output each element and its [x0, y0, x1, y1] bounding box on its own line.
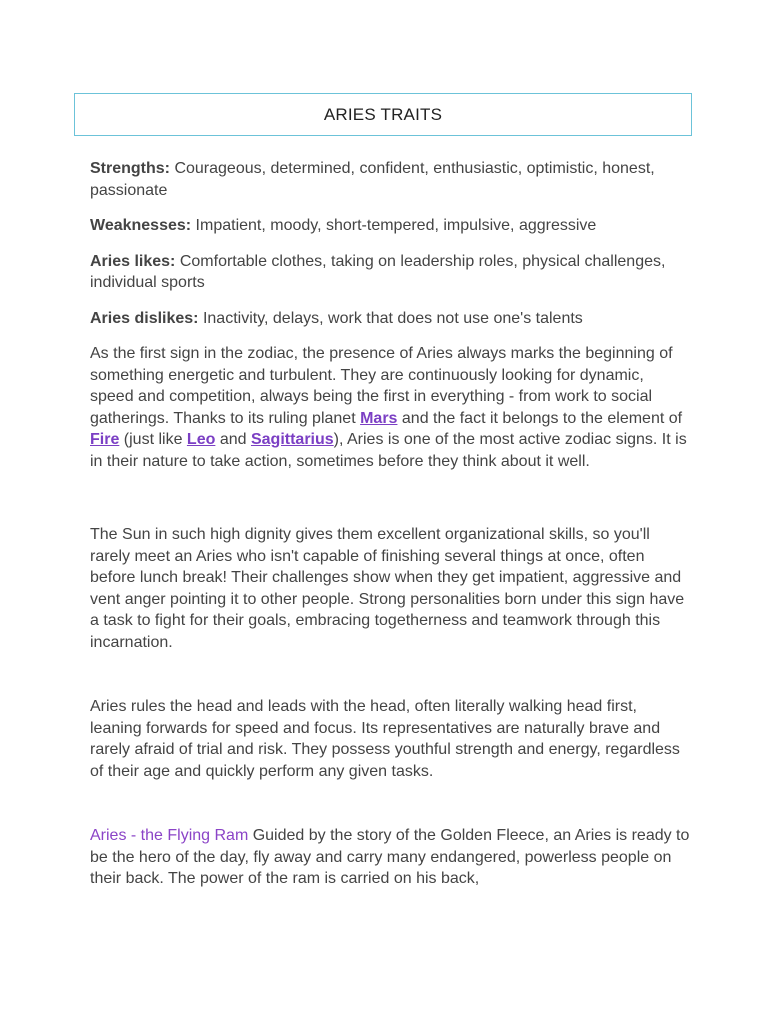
mars-link[interactable]: Mars	[360, 409, 398, 427]
paragraph-head: Aries rules the head and leads with the head, often literally walking head first, leaning forwards for speed and focus. Its representatives are naturally brave and rarely afraid of trial and risk. They possess youthful strength and energy, regardless of their age and quickly perform any given tasks.	[90, 698, 680, 780]
likes-text: Comfortable clothes, taking on leadership roles, physical challenges, individual sports	[90, 252, 666, 291]
page-title: ARIES TRAITS	[323, 104, 443, 124]
intro-part-3: (just like	[119, 431, 187, 448]
leo-link[interactable]: Leo	[186, 431, 216, 448]
paragraph-flying-ram	[90, 825, 690, 890]
dislikes-line	[90, 308, 690, 330]
fire-link[interactable]: Fire	[90, 431, 120, 448]
strengths-text: Courageous, determined, confident, enthusiastic, optimistic, honest, passionate	[90, 160, 655, 199]
intro-part-1: As the first sign in the zodiac, the presence of Aries always marks the beginning of something energetic and turbulent. They are continuously looking for dynamic, speed and competition, always being the first in everything - from work to social gatherings. Thanks to its ruling planet	[90, 345, 673, 427]
flying-ram-heading: Aries - the Flying Ram	[90, 827, 249, 844]
paragraph-sun: The Sun in such high dignity gives them excellent organizational skills, so you'll rarely meet an Aries who isn't capable of finishing several things at once, often before lunch break! Their challenges show when they get impatient, aggressive and vent anger pointing it to other people. Strong personalities born under this sign have a task to fight for their goals, embracing togetherness and teamwork through this incarnation.	[90, 526, 685, 651]
flying-ram-text: Guided by the story of the Golden Fleece, an Aries is ready to be the hero of the day, fly away and carry many endangered, powerless people on their back. The power of the ram is carried on his back,	[90, 827, 690, 887]
intro-part-4: and	[215, 431, 251, 448]
dislikes-text: Inactivity, delays, work that does not use one's talents	[198, 309, 583, 327]
paragraph-intro	[90, 343, 690, 472]
weaknesses-label: Weaknesses:	[90, 217, 192, 234]
document-body	[90, 158, 690, 890]
sagittarius-link[interactable]: Sagittarius	[250, 431, 334, 448]
weaknesses-text: Impatient, moody, short-tempered, impulsive, aggressive	[191, 217, 597, 234]
intro-part-2: and the fact it belongs to the element of	[397, 409, 683, 427]
dislikes-label: Aries dislikes:	[90, 309, 199, 327]
title-box	[74, 93, 692, 136]
likes-label: Aries likes:	[90, 252, 176, 270]
strengths-line	[90, 158, 690, 201]
likes-line	[90, 251, 690, 294]
weaknesses-line	[90, 215, 690, 237]
strengths-label: Strengths:	[90, 160, 170, 177]
intro-part-5: ), Aries is one of the most active zodiac signs. It is in their nature to take action, sometimes before they think about it well.	[90, 431, 687, 470]
